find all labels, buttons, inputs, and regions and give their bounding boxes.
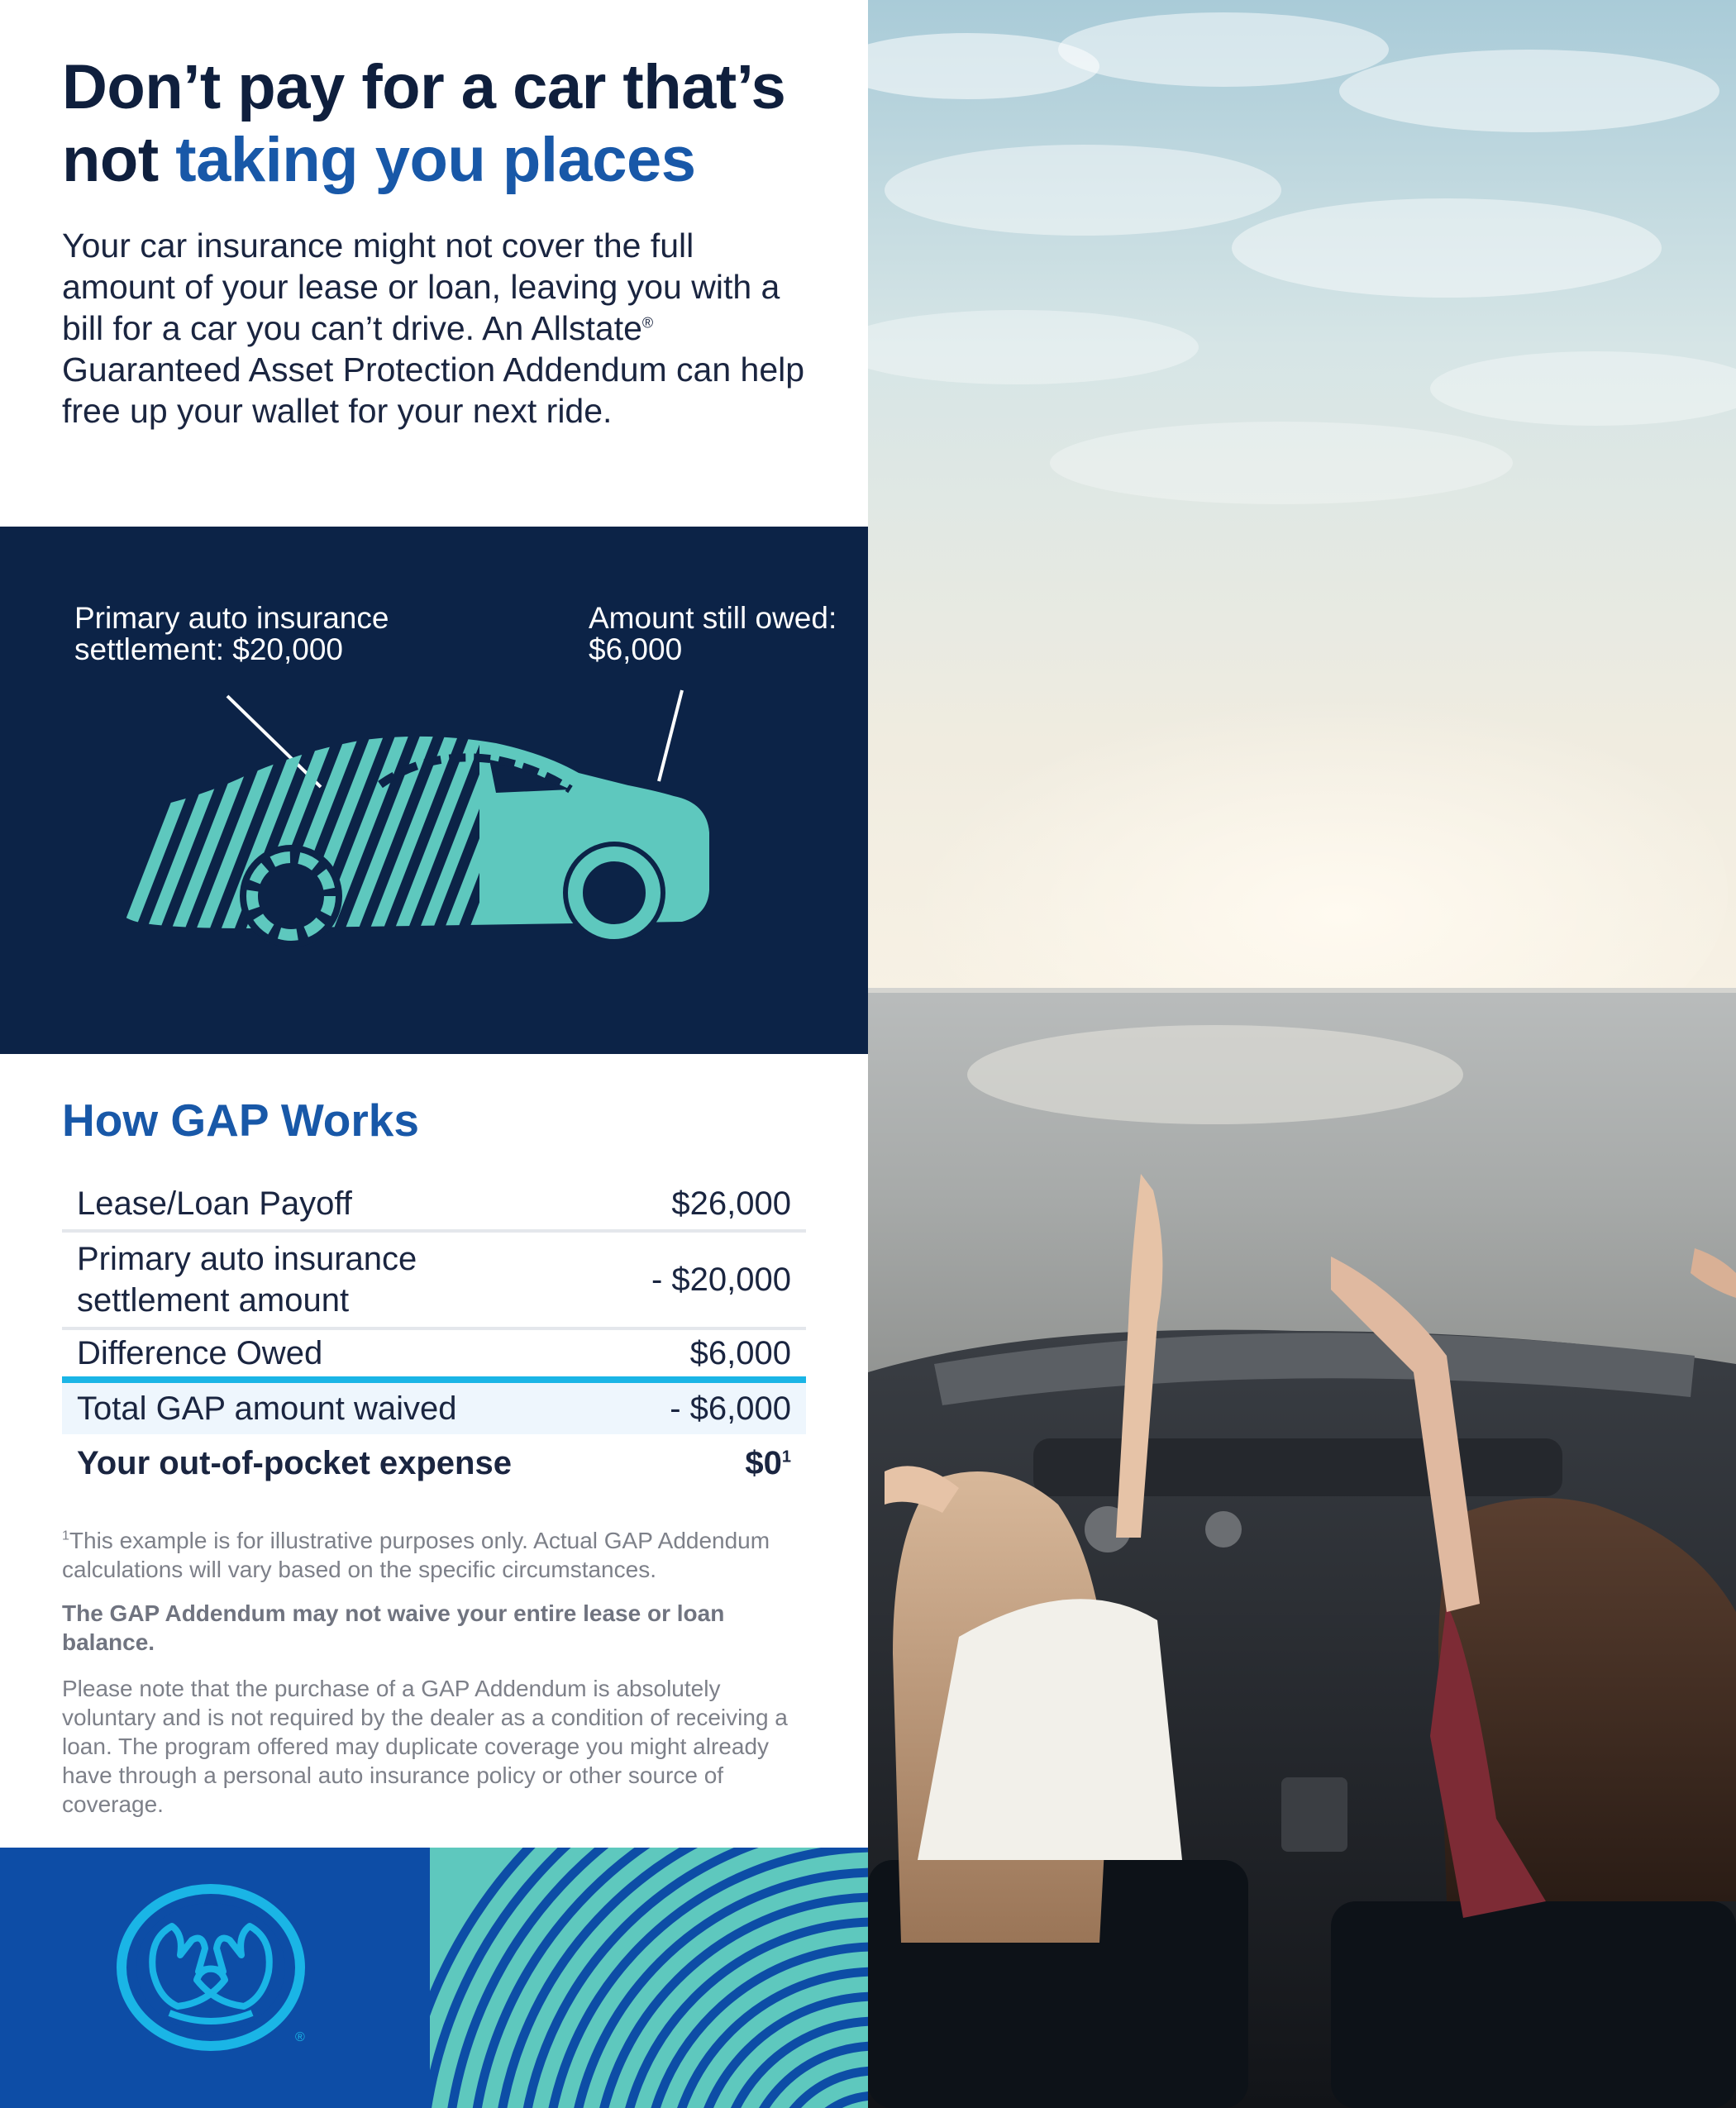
table-row-out-of-pocket [62, 1434, 806, 1492]
row-label: Lease/Loan Payoff [77, 1185, 352, 1222]
convertible-seaside-photo [868, 0, 1736, 2108]
headline-main: Don’t pay for a car that’s not [62, 52, 786, 195]
row-label: Your out-of-pocket expense [77, 1444, 512, 1481]
row-value [745, 1445, 791, 1482]
allstate-hands-icon [122, 1889, 300, 2046]
car-illustration [0, 527, 868, 1054]
footnote-text: This example is for illustrative purposes only. Actual GAP Addendum calculations will vary based on the specific circumstances. [62, 1528, 770, 1582]
row-label: Total GAP amount waived [77, 1390, 457, 1427]
table-row-gap-waived [62, 1383, 806, 1434]
car-icon [112, 717, 727, 973]
bold-note: The GAP Addendum may not waive your entire lease or loan balance. [62, 1600, 725, 1655]
callout-settlement: Primary auto insurance settlement: $20,000 [74, 601, 389, 666]
gap-calculation-table [62, 1178, 806, 1492]
intro-text-end: Guaranteed Asset Protection Addendum can help free up your wallet for your next ride. [62, 351, 805, 430]
footer-band [0, 1848, 868, 2108]
callout-amount-owed: Amount still owed: $6,000 [589, 601, 837, 666]
voluntary-note: Please note that the purchase of a GAP Addendum is absolutely voluntary and is not required by the dealer as a condition of receiving a loan. The program offered may duplicate coverage you might already have through a personal auto insurance policy or other source of coverage. [62, 1676, 788, 1817]
headline-accent: taking you places [175, 125, 696, 195]
row-value: $26,000 [671, 1185, 791, 1222]
hero-photo [868, 0, 1736, 2108]
row-value: - $6,000 [670, 1390, 791, 1427]
table-row-settlement [62, 1233, 806, 1330]
footer-graphics [0, 1848, 868, 2108]
row-label: Difference Owed [77, 1334, 323, 1371]
table-row-payoff [62, 1178, 806, 1233]
registered-mark: ® [295, 2030, 305, 2044]
footnote-marker: 1 [62, 1529, 69, 1543]
row-label: Primary auto insurance settlement amount [77, 1241, 417, 1319]
intro-paragraph [62, 225, 806, 432]
row-value: $6,000 [689, 1334, 791, 1371]
out-of-pocket-amount: $0 [745, 1444, 782, 1481]
footnote-marker: 1 [781, 1447, 791, 1467]
table-row-difference [62, 1330, 806, 1383]
intro-text-start: Your car insurance might not cover the full amount of your lease or loan, leaving you with a bill for a car you can’t drive. An Allstate [62, 227, 780, 347]
how-gap-works-title: How GAP Works [62, 1095, 419, 1146]
registered-mark: ® [641, 314, 654, 331]
row-value: - $20,000 [651, 1261, 791, 1298]
callout-line-right [659, 690, 682, 781]
footnote-disclaimer [62, 1526, 823, 1584]
illustration-panel [0, 527, 868, 1054]
headline [62, 51, 847, 197]
